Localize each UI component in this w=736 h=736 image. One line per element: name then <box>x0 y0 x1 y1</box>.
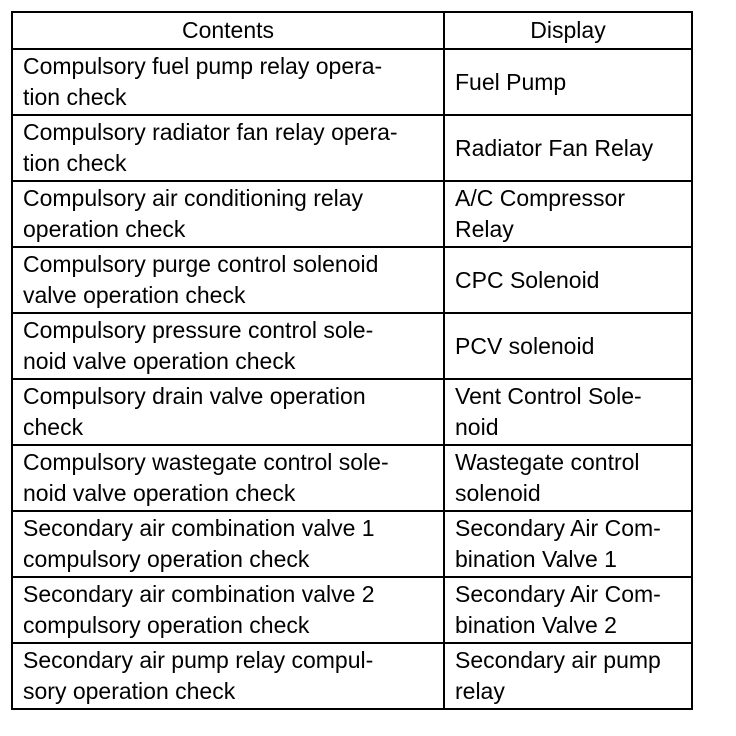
table-row <box>12 379 692 445</box>
contents-line: Secondary air combination valve 1 <box>23 515 375 541</box>
compulsory-operation-table <box>11 11 693 710</box>
display-line: Fuel Pump <box>455 68 567 95</box>
contents-line: tion check <box>23 84 127 110</box>
table-row <box>12 115 692 181</box>
display-line: Secondary Air Com- <box>455 515 661 541</box>
display-cell <box>444 445 692 511</box>
contents-cell <box>12 49 444 115</box>
contents-line: noid valve operation check <box>23 480 296 506</box>
display-cell <box>444 379 692 445</box>
contents-line: compulsory operation check <box>23 546 310 572</box>
table-row <box>12 511 692 577</box>
header-contents: Contents <box>12 12 444 49</box>
contents-cell <box>12 643 444 709</box>
display-line: bination Valve 1 <box>455 546 617 572</box>
header-display: Display <box>444 12 692 49</box>
contents-cell <box>12 577 444 643</box>
display-line: noid <box>455 414 499 440</box>
contents-line: Secondary air pump relay compul- <box>23 647 374 673</box>
display-cell <box>444 49 692 115</box>
table-row <box>12 445 692 511</box>
display-line: Wastegate control <box>455 449 640 475</box>
contents-line: Compulsory air conditioning relay <box>23 185 364 211</box>
contents-cell <box>12 511 444 577</box>
contents-cell <box>12 181 444 247</box>
display-cell <box>444 643 692 709</box>
display-line: Secondary air pump <box>455 647 661 673</box>
contents-line: Compulsory pressure control sole- <box>23 317 374 343</box>
contents-line: operation check <box>23 216 186 242</box>
display-cell <box>444 511 692 577</box>
table-row <box>12 577 692 643</box>
contents-line: compulsory operation check <box>23 612 310 638</box>
display-line: Secondary Air Com- <box>455 581 661 607</box>
contents-line: sory operation check <box>23 678 236 704</box>
display-line: Vent Control Sole- <box>455 383 642 409</box>
contents-line: check <box>23 414 84 440</box>
contents-line: noid valve operation check <box>23 348 296 374</box>
contents-line: valve operation check <box>23 282 246 308</box>
display-line: CPC Solenoid <box>455 266 600 293</box>
contents-line: Compulsory purge control solenoid <box>23 251 379 277</box>
display-line: Relay <box>455 216 514 242</box>
contents-cell <box>12 247 444 313</box>
display-line: Radiator Fan Relay <box>455 134 654 161</box>
display-cell <box>444 577 692 643</box>
table-row <box>12 247 692 313</box>
contents-line: tion check <box>23 150 127 176</box>
table-row <box>12 181 692 247</box>
table-row <box>12 313 692 379</box>
table-row <box>12 643 692 709</box>
display-line: bination Valve 2 <box>455 612 617 638</box>
contents-cell <box>12 313 444 379</box>
display-cell <box>444 313 692 379</box>
contents-cell <box>12 115 444 181</box>
display-line: solenoid <box>455 480 541 506</box>
table-body <box>12 49 692 709</box>
display-line: A/C Compressor <box>455 185 625 211</box>
contents-line: Compulsory drain valve operation <box>23 383 366 409</box>
header-row <box>12 12 692 49</box>
contents-cell <box>12 445 444 511</box>
table-row <box>12 49 692 115</box>
contents-cell <box>12 379 444 445</box>
contents-line: Compulsory wastegate control sole- <box>23 449 389 475</box>
display-cell <box>444 181 692 247</box>
contents-line: Compulsory radiator fan relay opera- <box>23 119 398 145</box>
display-line: PCV solenoid <box>455 332 595 359</box>
contents-line: Compulsory fuel pump relay opera- <box>23 53 383 79</box>
display-cell <box>444 115 692 181</box>
contents-line: Secondary air combination valve 2 <box>23 581 375 607</box>
display-line: relay <box>455 678 505 704</box>
display-cell <box>444 247 692 313</box>
